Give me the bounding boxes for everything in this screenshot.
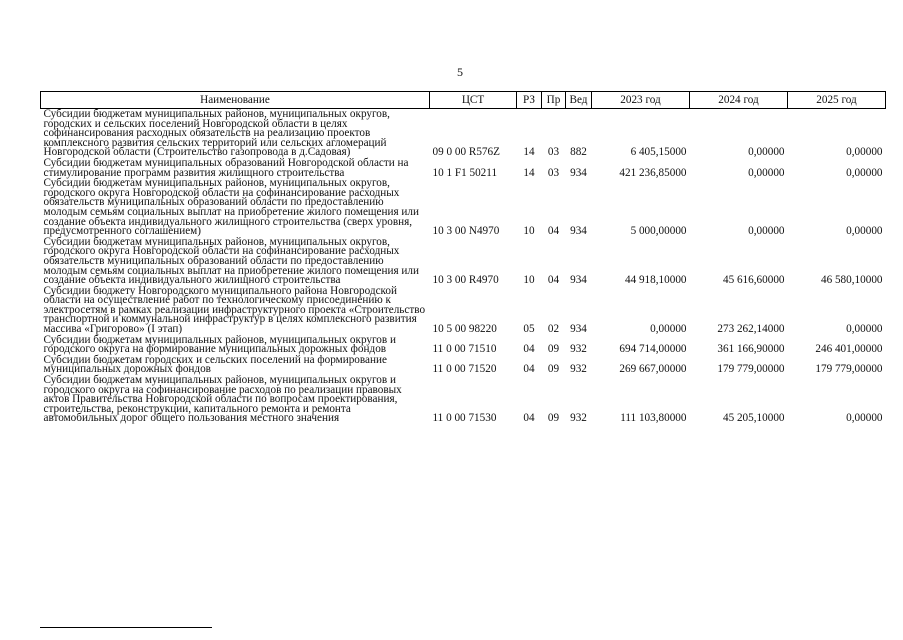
column-header-2024: 2024 год: [690, 92, 788, 109]
table-row: [41, 178, 886, 237]
row-name: Субсидии бюджетам городских и сельских поселений на формирование муниципальных дорожных фондов: [43, 353, 387, 376]
row-2025: 0,00000: [846, 166, 883, 179]
column-header-name: Наименование: [41, 92, 430, 109]
row-2025: 46 580,10000: [820, 274, 883, 287]
row-cst: 11 0 00 71520: [432, 363, 497, 376]
table-row: [41, 335, 886, 355]
row-2023: 111 103,80000: [620, 412, 687, 425]
row-2024: 0,00000: [748, 146, 785, 159]
column-header-cst: ЦСТ: [430, 92, 517, 109]
row-2024: 45 616,60000: [722, 274, 785, 287]
row-pr: 09: [547, 343, 560, 356]
table-row: [41, 286, 886, 335]
row-2025: 0,00000: [846, 323, 883, 336]
row-ved: 932: [570, 343, 587, 356]
row-rz: 04: [523, 412, 535, 425]
table-row: [41, 109, 886, 158]
table-header-row: [41, 92, 886, 109]
row-cst: 10 1 F1 50211: [432, 166, 498, 179]
row-2025: 0,00000: [846, 412, 883, 425]
row-2023: 5 000,00000: [630, 225, 687, 238]
page-number: 5: [457, 65, 463, 79]
table-row: [41, 237, 886, 286]
budget-table: [40, 91, 886, 424]
row-name: Субсидии бюджетам муниципальных районов, муниципальных округов, городского округа Новгородской области на софинансирование расходных обязательств муниципальных образований области по предоставлению молодым семьям социальных выплат на приобретение жилого помещения или создание объекта индивидуального жилищного строительства: [43, 235, 419, 287]
column-header-pr: Пр: [542, 92, 566, 109]
row-ved: 882: [570, 146, 587, 159]
row-name: Субсидии бюджетам муниципальных образований Новгородской области на стимулирование программ развития жилищного строительства: [43, 156, 409, 179]
row-rz: 04: [523, 363, 535, 376]
row-2025: 0,00000: [846, 225, 883, 238]
row-rz: 14: [523, 166, 535, 179]
table-row: [41, 375, 886, 424]
row-ved: 934: [570, 166, 587, 179]
row-ved: 934: [570, 274, 587, 287]
row-rz: 10: [523, 274, 535, 287]
row-cst: 10 3 00 R4970: [432, 274, 499, 287]
row-rz: 04: [523, 343, 535, 356]
column-header-2025: 2025 год: [788, 92, 886, 109]
row-cst: 11 0 00 71510: [432, 343, 497, 356]
row-cst: 10 3 00 N4970: [432, 225, 500, 238]
row-2023: 421 236,85000: [619, 166, 687, 179]
row-ved: 932: [570, 363, 587, 376]
row-2025: 0,00000: [846, 146, 883, 159]
row-2024: 0,00000: [748, 166, 785, 179]
row-pr: 03: [547, 166, 560, 179]
row-2025: 179 779,00000: [815, 363, 883, 376]
table-row: [41, 355, 886, 375]
row-ved: 934: [570, 225, 587, 238]
row-cst: 11 0 00 71530: [432, 412, 497, 425]
row-name: Субсидии бюджету Новгородского муниципального района Новгородской области на осуществление работ по технологическому присоединению к электросетям в рамках реализации инфраструктурного проекта «Строительство транспортной и коммунальной инфраструктур в целях комплексного развития массива «Григорово» (I этап): [43, 284, 426, 336]
row-cst: 09 0 00 R576Z: [432, 146, 500, 159]
row-2023: 6 405,15000: [630, 146, 687, 159]
column-header-rz: РЗ: [517, 92, 542, 109]
row-2024: 179 779,00000: [717, 363, 785, 376]
row-2024: 273 262,14000: [717, 323, 785, 336]
row-name: Субсидии бюджетам муниципальных районов, муниципальных округов и городского округа на формирование муниципальных дорожных фондов: [43, 333, 396, 356]
row-2025: 246 401,00000: [815, 343, 883, 356]
row-cst: 10 5 00 98220: [432, 323, 497, 336]
row-pr: 04: [547, 225, 560, 238]
row-rz: 14: [523, 146, 535, 159]
row-ved: 932: [570, 412, 587, 425]
row-2024: 0,00000: [748, 225, 785, 238]
row-2024: 45 205,10000: [722, 412, 785, 425]
row-pr: 02: [547, 323, 560, 336]
table-row: [41, 158, 886, 178]
row-rz: 10: [523, 225, 535, 238]
row-pr: 09: [547, 363, 560, 376]
column-header-ved: Вед: [566, 92, 592, 109]
row-rz: 05: [523, 323, 535, 336]
row-pr: 03: [547, 146, 560, 159]
row-pr: 04: [547, 274, 560, 287]
row-name: Субсидии бюджетам муниципальных районов, муниципальных округов и городского округа на софинансирование расходов по реализации правовых актов Правительства Новгородской области по вопросам проектирования, строительства, реконструкции, капитального ремонта и ремонта автомобильных дорог общего пользования местного значения: [43, 374, 402, 425]
row-2023: 0,00000: [650, 323, 687, 336]
row-2023: 269 667,00000: [619, 363, 687, 376]
footnote-separator: [40, 627, 212, 628]
row-2023: 694 714,00000: [619, 343, 687, 356]
row-2023: 44 918,10000: [624, 274, 687, 287]
row-2024: 361 166,90000: [717, 343, 785, 356]
row-name: Субсидии бюджетам муниципальных районов, муниципальных округов, городского округа Новгородской области на софинансирование расходных обязательств муниципальных образований области по предоставлению молодым семьям социальных выплат на приобретение жилого помещения или создание объекта индивидуального жилищного строительства (сверх уровня, предусмотренного соглашением): [43, 177, 419, 238]
row-pr: 09: [547, 412, 560, 425]
column-header-2023: 2023 год: [592, 92, 690, 109]
row-name: Субсидии бюджетам муниципальных районов, муниципальных округов, городских и сельских поселений Новгородской области в целях софинансирования расходных обязательств на реализацию проектов комплексного развития сельских территорий или сельских агломераций Новгородской области (Строительство газопровода в д.Садовая): [43, 108, 390, 159]
row-ved: 934: [570, 323, 587, 336]
